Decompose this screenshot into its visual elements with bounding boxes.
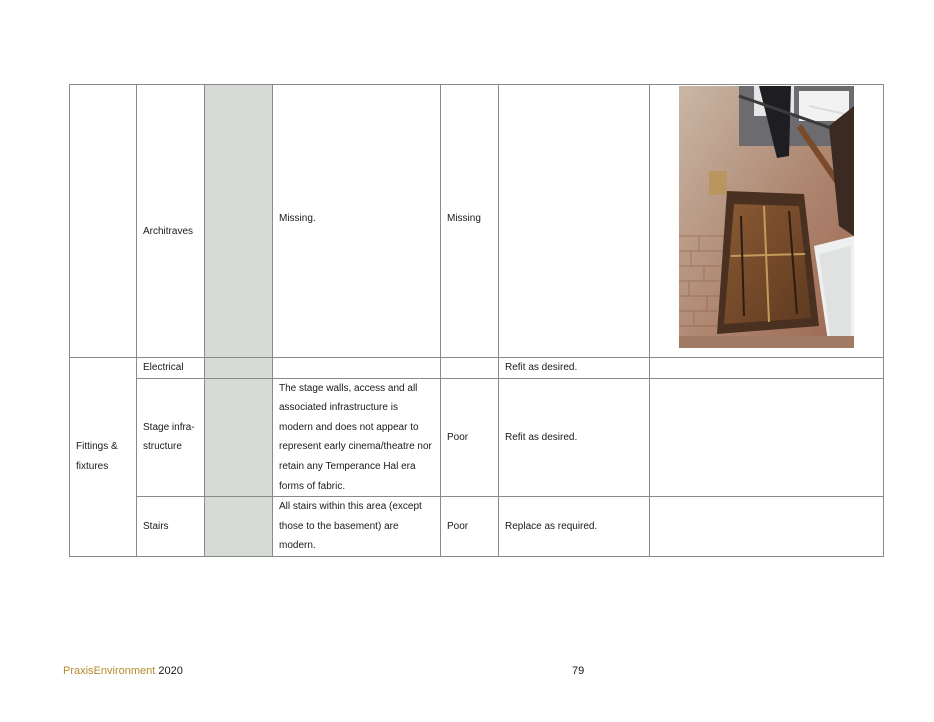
photo-cell: [650, 85, 884, 358]
description-cell: [273, 358, 441, 379]
element-cell: Stairs: [137, 497, 205, 557]
table-row: [70, 85, 884, 358]
description-cell: The stage walls, access and all associated infrastructure is modern and does not appear to represent early cinema/theatre nor retain any Temperance Hal era forms of fabric.: [273, 378, 441, 497]
condition-cell: Poor: [441, 378, 499, 497]
group-cell: [70, 85, 137, 358]
element-cell: Electrical: [137, 358, 205, 379]
element-cell: Architraves: [137, 85, 205, 358]
significance-cell: [205, 358, 273, 379]
photo-cell: [650, 497, 884, 557]
significance-cell: [205, 497, 273, 557]
brand-praxis: Praxis: [63, 665, 94, 677]
table-row: [70, 358, 884, 379]
table-row: [70, 497, 884, 557]
recommendation-cell: [499, 85, 650, 358]
table-row: [70, 378, 884, 497]
description-cell: Missing.: [273, 85, 441, 358]
element-cell: Stage infra-structure: [137, 378, 205, 497]
photo-cell: [650, 378, 884, 497]
significance-cell: [205, 378, 273, 497]
photo-cell: [650, 358, 884, 379]
heritage-assessment-table: [69, 84, 884, 557]
footer-year: 2020: [158, 665, 183, 677]
footer-brand: [63, 665, 183, 677]
description-cell: All stairs within this area (except those to the basement) are modern.: [273, 497, 441, 557]
recommendation-cell: Refit as desired.: [499, 378, 650, 497]
recommendation-cell: Refit as desired.: [499, 358, 650, 379]
condition-cell: [441, 358, 499, 379]
condition-cell: Missing: [441, 85, 499, 358]
brand-environment: Environment: [93, 665, 156, 677]
group-cell: Fittings & fixtures: [70, 358, 137, 557]
page-number: 79: [572, 665, 585, 677]
condition-cell: Poor: [441, 497, 499, 557]
recommendation-cell: Replace as required.: [499, 497, 650, 557]
architrave-photo: [679, 86, 854, 348]
significance-cell: [205, 85, 273, 358]
